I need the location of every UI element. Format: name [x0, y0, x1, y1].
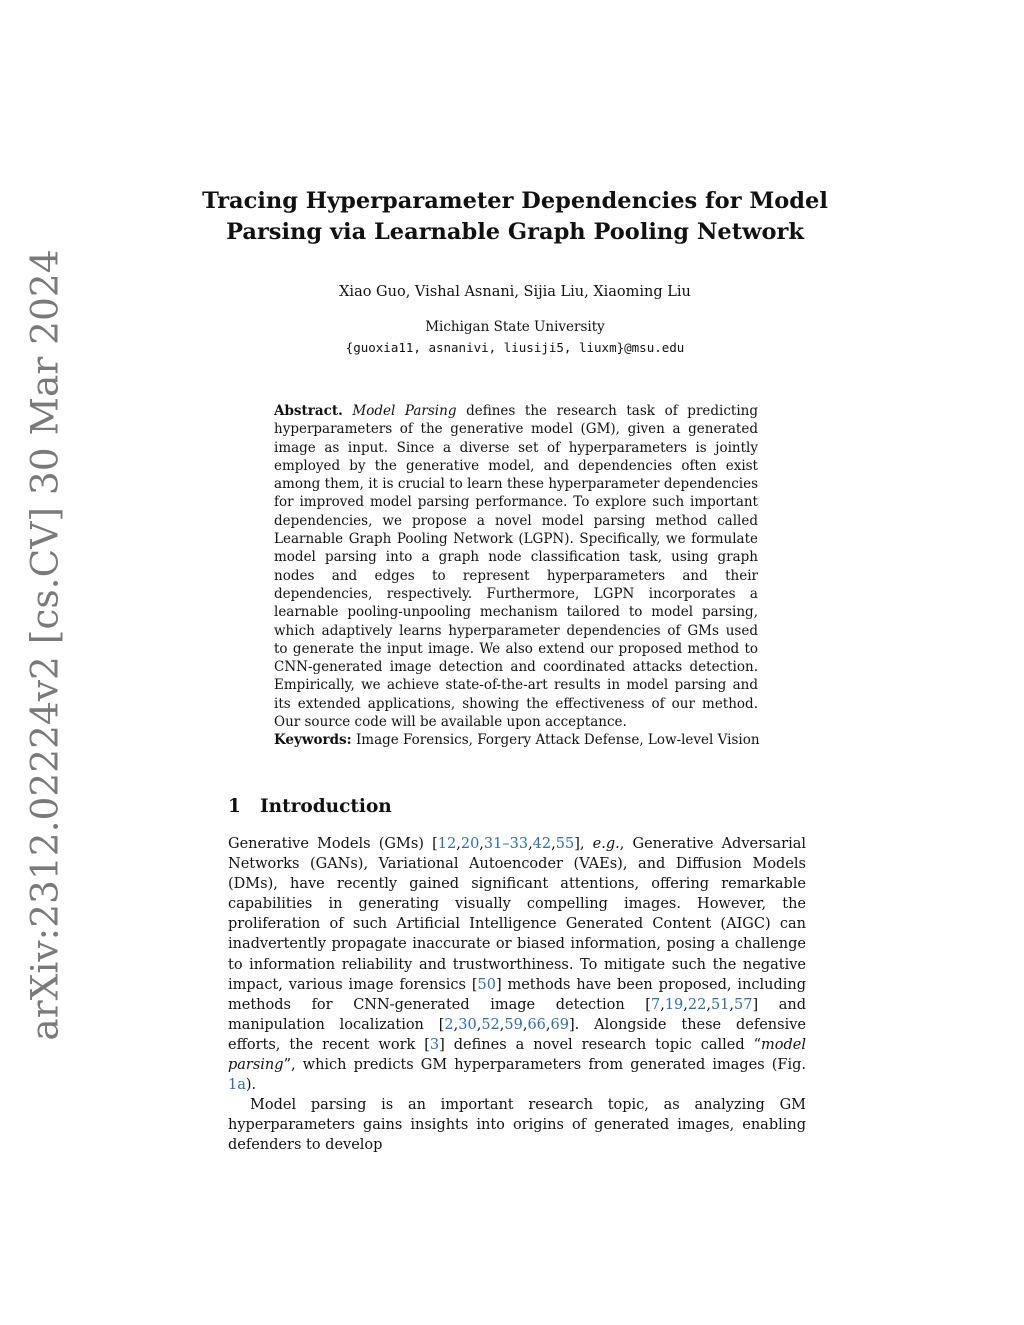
citation-link[interactable]: 12	[437, 836, 457, 852]
abstract	[274, 402, 758, 731]
sep: ,	[479, 836, 484, 852]
body-text	[228, 834, 806, 1156]
citation-link[interactable]: 66	[527, 1016, 546, 1033]
authors: Xiao Guo, Vishal Asnani, Sijia Liu, Xiaoming Liu	[339, 284, 691, 300]
keywords-text: Image Forensics, Forgery Attack Defense, Low-level Vision	[355, 732, 760, 748]
text: ] defines a novel research topic called “	[439, 1036, 762, 1053]
citation-link[interactable]: 19	[664, 996, 684, 1013]
sep: ,	[499, 1016, 505, 1033]
citation-link[interactable]: 59	[504, 1016, 523, 1033]
section-heading	[228, 796, 392, 817]
affiliation: Michigan State University	[425, 319, 605, 335]
title-line-1: Tracing Hyperparameter Dependencies for Model	[202, 188, 828, 214]
citation-link[interactable]: 20	[460, 836, 480, 852]
email: {guoxia11, asnanivi, liusiji5, liuxm}@msu.edu	[345, 340, 685, 355]
citation-link[interactable]: 7	[650, 996, 661, 1013]
intro-paragraph-1	[228, 834, 806, 1095]
citation-link[interactable]: 69	[550, 1016, 569, 1033]
sep: ,	[660, 996, 665, 1013]
citation-link[interactable]: 30	[458, 1016, 477, 1033]
sep: ,	[453, 1016, 459, 1033]
sep: ,	[456, 836, 461, 852]
citation-link[interactable]: 51	[710, 996, 730, 1013]
citation-link[interactable]: 42	[532, 836, 552, 852]
text: Generative Models (GMs) [	[228, 836, 438, 852]
arxiv-stamp	[14, 249, 76, 1041]
text: ”, which predicts GM hyperparameters from generated images (Fig.	[283, 1057, 806, 1074]
text: ] and manipulation localization [	[228, 996, 806, 1033]
citation-link[interactable]: 52	[481, 1016, 500, 1033]
paper-title	[200, 186, 830, 248]
citation-link[interactable]: 3	[429, 1036, 440, 1053]
abstract-label: Abstract.	[274, 403, 343, 419]
intro-paragraph-2: Model parsing is an important research topic, as analyzing GM hyperparameters gains insights into origins of generated images, enabling defenders to develop	[228, 1097, 806, 1154]
sep: ,	[706, 996, 711, 1013]
section-number: 1	[228, 796, 241, 817]
citation-link[interactable]: 31–33	[483, 836, 529, 852]
section-title: Introduction	[260, 796, 392, 817]
text: ],	[574, 836, 593, 852]
keywords-label: Keywords:	[274, 732, 352, 748]
sep: ,	[729, 996, 734, 1013]
title-line-2: Parsing via Learnable Graph Pooling Network	[226, 219, 804, 245]
citation-link[interactable]: 22	[687, 996, 707, 1013]
arxiv-stamp-text: arXiv:2312.02224v2 [cs.CV] 30 Mar 2024	[23, 249, 68, 1041]
abstract-emph-term: Model Parsing	[352, 403, 457, 419]
text: ]. Alongside these defensive efforts, the recent work [	[228, 1016, 807, 1053]
text: , Generative Adversarial Networks (GANs), Variational Autoencoder (VAEs), and Diffusion Models (DMs), have recently gained significant attentions, offering remarkable capabilities in generating visually compelling images. However, the proliferation of such Artificial Intelligence Generated Content (AIGC) can inadvertently propagate inaccurate or biased information, posing a challenge to information reliability and trustworthiness. To mitigate such the negative impact, various image forensics [	[228, 836, 806, 993]
keywords	[274, 732, 758, 748]
abstract-text: defines the research task of predicting hyperparameters of the generative model (GM), given a generated image as input. Since a diverse set of hyperparameters is jointly employed by the generative model, and dependencies often exist among them, it is crucial to learn these hyperparameter dependencies for improved model parsing performance. To explore such important dependencies, we propose a novel model parsing method called Learnable Graph Pooling Network (LGPN). Specifically, we formulate model parsing into a graph node classification task, using graph nodes and edges to represent hyperparameters and their dependencies, respectively. Furthermore, LGPN incorporates a learnable pooling-unpooling mechanism tailored to model parsing, which adaptively learns hyperparameter dependencies of GMs used to generate the input image. We also extend our proposed method to CNN-generated image detection and coordinated attacks detection. Empirically, we achieve state-of-the-art results in model parsing and its extended applications, showing the effectiveness of our method. Our source code will be available upon acceptance.	[274, 403, 758, 731]
text: ] methods have been proposed, including methods for CNN-generated image detection [	[228, 976, 806, 1013]
sep: ,	[522, 1016, 528, 1033]
citation-link[interactable]: 2	[444, 1016, 454, 1033]
citation-link[interactable]: 57	[734, 996, 753, 1013]
model-parsing-term: model parsing	[228, 1036, 806, 1074]
citation-link[interactable]: 55	[555, 836, 575, 852]
sep: ,	[551, 836, 556, 852]
eg-abbrev: e.g.	[592, 836, 620, 852]
sep: ,	[545, 1016, 551, 1033]
sep: ,	[528, 836, 533, 852]
sep: ,	[476, 1016, 482, 1033]
citation-link[interactable]: 50	[477, 976, 496, 993]
figure-link[interactable]: 1a	[228, 1077, 246, 1094]
text: ).	[245, 1077, 257, 1094]
sep: ,	[683, 996, 688, 1013]
